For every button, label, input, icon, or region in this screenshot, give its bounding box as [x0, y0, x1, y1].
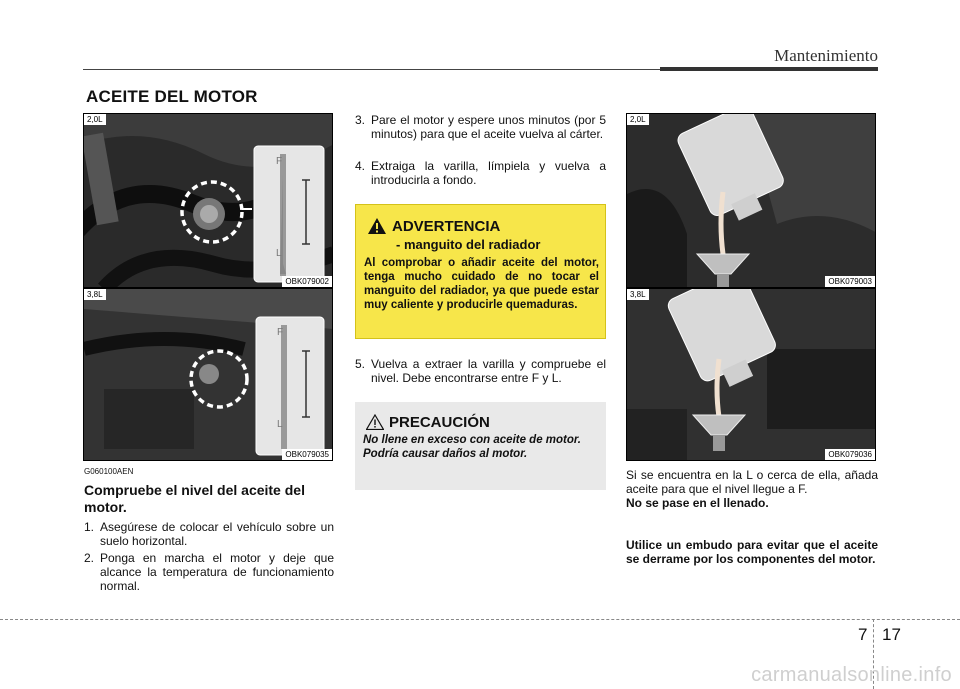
warning-body: Al comprobar o añadir aceite del motor, tenga mucho cuidado de no tocar el manguito del radiador, ya que puede estar muy caliente y producirle quemaduras.	[364, 257, 599, 311]
engine-size-tag: 2,0L	[84, 114, 106, 125]
figure-code: OBK079035	[282, 449, 332, 460]
step-1: 1. Asegúrese de colocar el vehículo sobre un suelo horizontal.	[84, 520, 334, 548]
caution-body: No llene en exceso con aceite de motor. Podría causar daños al motor.	[363, 434, 581, 460]
header-rule-accent	[660, 67, 878, 71]
engine-size-tag: 2,0L	[627, 114, 649, 125]
step-4: 4. Extraiga la varilla, límpiela y vuelva a introducirla a fondo.	[355, 159, 606, 187]
step-2: 2. Ponga en marcha el motor y deje que alcance la temperatura de funcionamiento normal.	[84, 551, 334, 593]
dipstick-l-label: L	[277, 419, 283, 430]
caution-icon	[366, 414, 384, 430]
caution-title: PRECAUCIÓN	[389, 414, 490, 431]
engine-illustration	[84, 289, 333, 461]
step-3: 3. Pare el motor y espere unos minutos (por 5 minutos) para que el aceite vuelva al cárter.	[355, 113, 606, 141]
subsection-heading: Compruebe el nivel del aceite del motor.	[84, 482, 305, 515]
engine-illustration	[627, 289, 876, 461]
right-paragraph-1: Si se encuentra en la L o cerca de ella, añada aceite para que el nivel llegue a F. No se pase en el llenado.	[626, 468, 878, 510]
dipstick-f-label: F	[277, 327, 284, 338]
dipstick-f-label: F	[276, 156, 283, 167]
step-5: 5. Vuelva a extraer la varilla y compruebe el nivel. Debe encontrarse entre F y L.	[355, 357, 606, 385]
figure-code: OBK079036	[825, 449, 875, 460]
figure-code: OBK079002	[282, 276, 332, 287]
dipstick-l-label: L	[276, 248, 282, 259]
engine-size-tag: 3,8L	[627, 289, 649, 300]
engine-photo-dipstick-2-0l	[83, 113, 333, 288]
engine-illustration	[627, 114, 876, 288]
figure-code: OBK079003	[825, 276, 875, 287]
engine-photo-funnel-3-8l	[626, 288, 876, 461]
chapter-number: 7	[858, 625, 868, 644]
footer-rule	[0, 619, 960, 620]
caution-box	[355, 402, 606, 490]
engine-illustration	[84, 114, 333, 288]
header-title: Mantenimiento	[774, 46, 878, 65]
engine-size-tag: 3,8L	[84, 289, 106, 300]
warning-title: ADVERTENCIA	[392, 218, 501, 235]
warning-subtitle: - manguito del radiador	[396, 237, 541, 252]
reference-code: G060100AEN	[84, 467, 134, 476]
page-number: 17	[882, 625, 901, 644]
engine-photo-funnel-2-0l	[626, 113, 876, 288]
right-paragraph-2: Utilice un embudo para evitar que el aceite se derrame por los componentes del motor.	[626, 538, 878, 566]
section-title: ACEITE DEL MOTOR	[86, 87, 258, 106]
watermark: carmanualsonline.info	[751, 664, 952, 686]
warning-icon	[368, 218, 386, 234]
warning-box	[355, 204, 606, 339]
engine-photo-dipstick-3-8l	[83, 288, 333, 461]
